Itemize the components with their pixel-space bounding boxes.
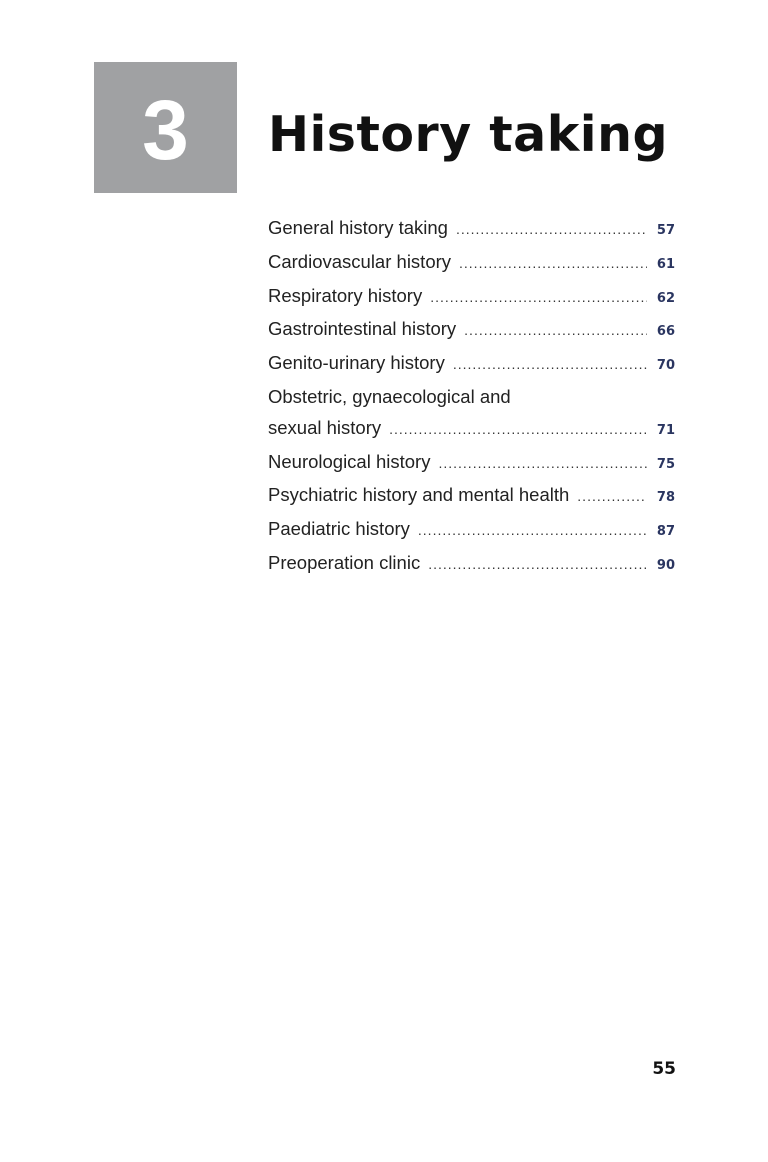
chapter-number: 3: [142, 82, 189, 177]
toc-leader-dots: [428, 549, 647, 580]
toc-entry-paediatric-history[interactable]: [268, 514, 675, 548]
toc-entry-label: Gastrointestinal history: [268, 318, 457, 340]
toc-entry-gastrointestinal-history[interactable]: [268, 314, 675, 348]
toc-entry-genito-urinary-history[interactable]: [268, 348, 675, 382]
toc-leader-dots: [464, 315, 647, 346]
toc-entry-respiratory-history[interactable]: [268, 281, 675, 315]
page-number: 55: [652, 1059, 676, 1079]
toc-leader-dots: [577, 481, 647, 512]
toc-entry-obstetric-history[interactable]: [268, 382, 675, 447]
toc-leader-dots: [430, 282, 647, 313]
toc-entry-label: Cardiovascular history: [268, 250, 452, 272]
toc-entry-label: Respiratory history: [268, 284, 423, 306]
toc-entry-label: Neurological history: [268, 450, 431, 472]
toc-leader-dots: [418, 515, 647, 546]
table-of-contents: [268, 213, 675, 582]
toc-leader-dots: [453, 349, 647, 380]
toc-entry-page: 66: [656, 324, 675, 340]
toc-entry-page: 78: [656, 490, 675, 506]
toc-entry-label: Paediatric history: [268, 518, 410, 540]
toc-entry-general-history[interactable]: [268, 213, 675, 247]
toc-entry-psychiatric-history[interactable]: [268, 480, 675, 514]
toc-leader-dots: [389, 414, 647, 445]
chapter-title: History taking: [268, 106, 669, 163]
toc-entry-page: 75: [656, 456, 675, 472]
toc-entry-page: 62: [656, 290, 675, 306]
toc-entry-page: 70: [656, 358, 675, 374]
toc-entry-label: General history taking: [268, 217, 448, 238]
toc-leader-dots: [456, 214, 647, 245]
chapter-number-box: [94, 62, 237, 193]
toc-entry-page: 71: [656, 422, 675, 438]
toc-entry-label: sexual history: [268, 416, 382, 438]
toc-entry-page: 57: [656, 223, 675, 238]
toc-entry-label: Genito-urinary history: [268, 352, 445, 374]
toc-entry-cardiovascular-history[interactable]: [268, 247, 675, 281]
toc-leader-dots: [459, 248, 647, 279]
toc-entry-label: Preoperation clinic: [268, 551, 421, 573]
toc-entry-page: 87: [656, 524, 675, 540]
toc-entry-page: 90: [656, 557, 675, 573]
toc-entry-label: Psychiatric history and mental health: [268, 484, 570, 506]
toc-entry-page: 61: [656, 256, 675, 272]
toc-leader-dots: [438, 448, 647, 479]
toc-entry-preoperation-clinic[interactable]: [268, 548, 675, 582]
toc-entry-neurological-history[interactable]: [268, 447, 675, 481]
toc-entry-label-line1: Obstetric, gynaecological and: [268, 385, 511, 407]
